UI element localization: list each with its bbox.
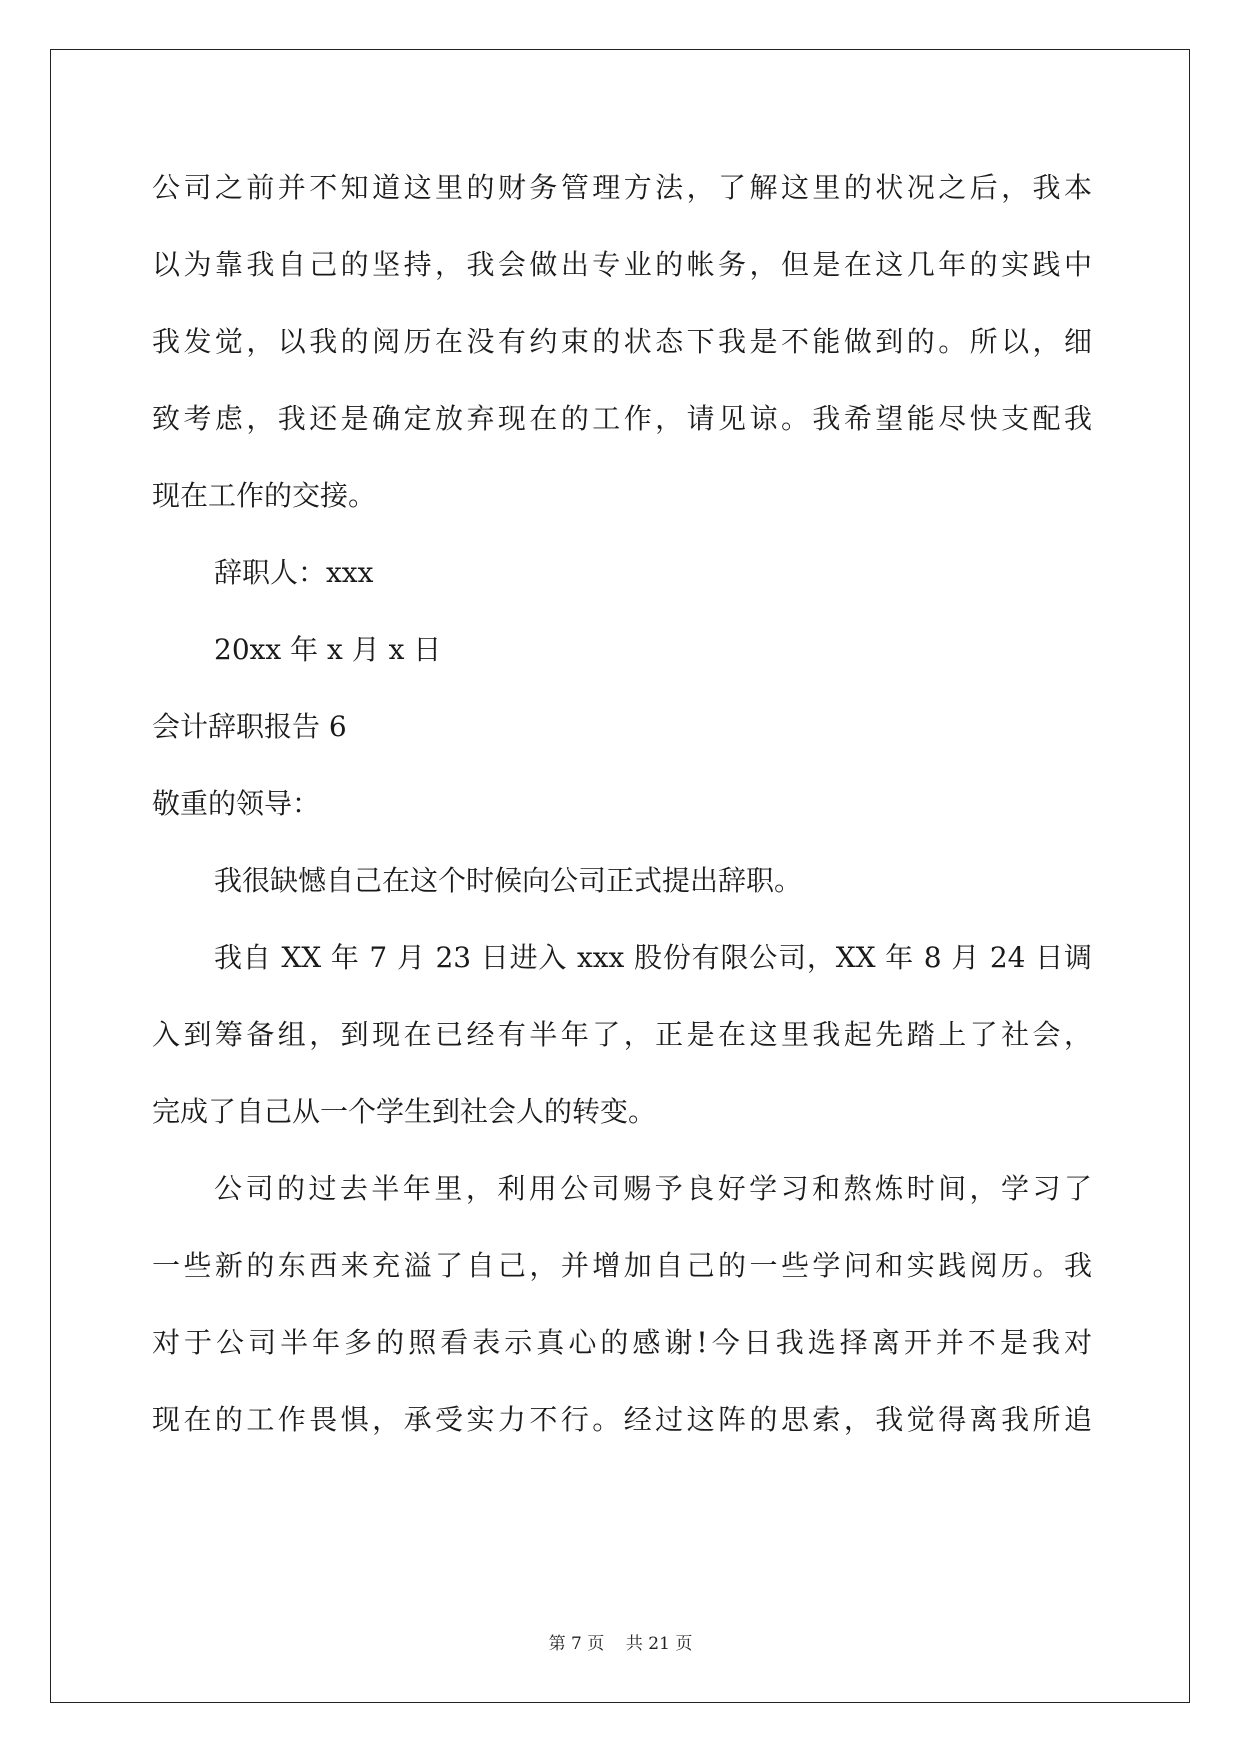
page-footer <box>0 1632 1241 1656</box>
paragraph-line: 以为靠我自己的坚持，我会做出专业的帐务，但是在这几年的实践中 <box>152 248 1092 281</box>
page-total: 共 21 页 <box>625 1634 693 1654</box>
paragraph-line: 对于公司半年多的照看表示真心的感谢!今日我选择离开并不是我对 <box>152 1326 1092 1359</box>
salutation: 敬重的领导： <box>152 787 321 820</box>
page-number: 第 7 页 <box>548 1634 605 1654</box>
signer-line: 辞职人：xxx <box>214 556 374 589</box>
date-line: 20xx 年 x 月 x 日 <box>214 633 442 666</box>
paragraph-line: 现在的工作畏惧，承受实力不行。经过这阵的思索，我觉得离我所追 <box>152 1403 1092 1436</box>
paragraph-line: 现在工作的交接。 <box>152 479 377 512</box>
paragraph-line: 致考虑，我还是确定放弃现在的工作，请见谅。我希望能尽快支配我 <box>152 402 1092 435</box>
paragraph-line: 一些新的东西来充溢了自己，并增加自己的一些学问和实践阅历。我 <box>152 1249 1092 1282</box>
paragraph-line: 我很缺憾自己在这个时候向公司正式提出辞职。 <box>214 864 803 897</box>
paragraph-line: 公司之前并不知道这里的财务管理方法，了解这里的状况之后，我本 <box>152 171 1092 204</box>
paragraph-line: 公司的过去半年里，利用公司赐予良好学习和熬炼时间，学习了 <box>214 1172 1092 1205</box>
paragraph-line: 我自 XX 年 7 月 23 日进入 xxx 股份有限公司，XX 年 8 月 24 日调 <box>214 941 1092 974</box>
paragraph-line: 我发觉，以我的阅历在没有约束的状态下我是不能做到的。所以，细 <box>152 325 1092 358</box>
paragraph-line: 入到筹备组，到现在已经有半年了，正是在这里我起先踏上了社会， <box>152 1018 1092 1051</box>
paragraph-line: 完成了自己从一个学生到社会人的转变。 <box>152 1095 657 1128</box>
section-heading: 会计辞职报告 6 <box>152 710 347 743</box>
